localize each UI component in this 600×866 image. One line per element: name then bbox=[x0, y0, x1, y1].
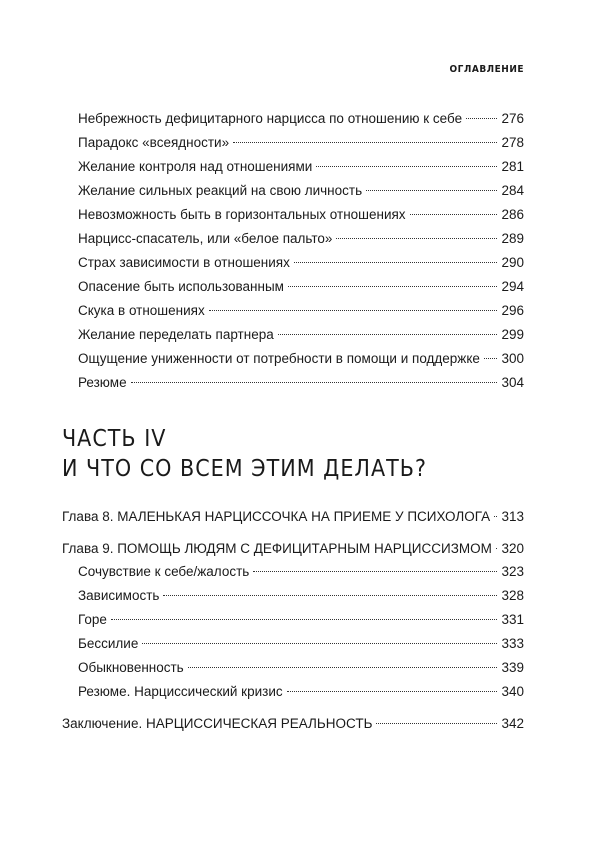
toc-entry[interactable] bbox=[78, 350, 524, 368]
toc-entry-page: 299 bbox=[501, 327, 524, 342]
toc-entry[interactable] bbox=[78, 134, 524, 152]
toc-entry-title: Страх зависимости в отношениях bbox=[78, 255, 290, 270]
toc-entry-page: 323 bbox=[501, 564, 524, 579]
toc-entry[interactable] bbox=[78, 302, 524, 320]
toc-entry-title: Скука в отношениях bbox=[78, 303, 205, 318]
leader-dots bbox=[336, 238, 497, 239]
leader-dots bbox=[188, 667, 498, 668]
part-title: И ЧТО СО ВСЕМ ЭТИМ ДЕЛАТЬ? bbox=[62, 456, 427, 482]
toc-entry-title: Ощущение униженности от потребности в помощи и поддержке bbox=[78, 351, 480, 366]
toc-entry-title: Бессилие bbox=[78, 636, 139, 651]
toc-entry[interactable] bbox=[78, 326, 524, 344]
toc-chapter-page: 320 bbox=[501, 541, 524, 556]
toc-entry-title: Небрежность дефицитарного нарцисса по отношению к себе bbox=[78, 111, 463, 126]
toc-entry[interactable] bbox=[78, 563, 524, 581]
leader-dots bbox=[209, 310, 498, 311]
toc-entry[interactable] bbox=[78, 206, 524, 224]
part-number: ЧАСТЬ IV bbox=[62, 426, 167, 452]
leader-dots bbox=[366, 190, 497, 191]
toc-entry-title: Опасение быть использованным bbox=[78, 279, 284, 294]
leader-dots bbox=[294, 262, 498, 263]
toc-entry-page: 276 bbox=[501, 111, 524, 126]
toc-conclusion-title: Заключение. НАРЦИССИЧЕСКАЯ РЕАЛЬНОСТЬ bbox=[62, 716, 373, 731]
toc-conclusion[interactable] bbox=[62, 715, 524, 733]
toc-entry-title: Невозможность быть в горизонтальных отношениях bbox=[78, 207, 406, 222]
toc-chapter-title: Глава 8. МАЛЕНЬКАЯ НАРЦИССОЧКА НА ПРИЕМЕ У ПСИХОЛОГА bbox=[62, 509, 491, 524]
running-header: ОГЛАВЛЕНИЕ bbox=[449, 64, 524, 75]
part-heading bbox=[62, 424, 427, 484]
toc-entry-page: 284 bbox=[501, 183, 524, 198]
toc-entry-title: Обыкновенность bbox=[78, 660, 184, 675]
toc-entry-page: 340 bbox=[501, 684, 524, 699]
toc-entry-title: Резюме bbox=[78, 375, 127, 390]
toc-entry[interactable] bbox=[78, 278, 524, 296]
toc-entry[interactable] bbox=[78, 635, 524, 653]
toc-entry[interactable] bbox=[78, 659, 524, 677]
leader-dots bbox=[111, 619, 498, 620]
toc-entry[interactable] bbox=[78, 254, 524, 272]
toc-entry-title: Желание контроля над отношениями bbox=[78, 159, 313, 174]
leader-dots bbox=[142, 643, 497, 644]
toc-entry-title: Парадокс «всеядности» bbox=[78, 135, 230, 150]
toc-entry-title: Нарцисс-спасатель, или «белое пальто» bbox=[78, 231, 333, 246]
toc-entry-page: 304 bbox=[501, 375, 524, 390]
toc-entry[interactable] bbox=[78, 611, 524, 629]
toc-entry[interactable] bbox=[78, 683, 524, 701]
leader-dots bbox=[376, 723, 497, 724]
toc-chapter[interactable] bbox=[62, 508, 524, 526]
leader-dots bbox=[410, 214, 498, 215]
toc-entry-title: Горе bbox=[78, 612, 107, 627]
toc-entry-page: 296 bbox=[501, 303, 524, 318]
toc-entry-title: Резюме. Нарциссический кризис bbox=[78, 684, 283, 699]
toc-entry-page: 278 bbox=[501, 135, 524, 150]
leader-dots bbox=[316, 166, 497, 167]
toc-chapter-title: Глава 9. ПОМОЩЬ ЛЮДЯМ С ДЕФИЦИТАРНЫМ НАРЦИССИЗМОМ bbox=[62, 541, 492, 556]
toc-entry-page: 333 bbox=[501, 636, 524, 651]
toc-entry-title: Сочувствие к себе/жалость bbox=[78, 564, 250, 579]
leader-dots bbox=[287, 691, 498, 692]
toc-entry-page: 290 bbox=[501, 255, 524, 270]
toc-entry-page: 294 bbox=[501, 279, 524, 294]
toc-entry-page: 286 bbox=[501, 207, 524, 222]
leader-dots bbox=[131, 382, 498, 383]
leader-dots bbox=[163, 595, 497, 596]
leader-dots bbox=[494, 516, 497, 517]
leader-dots bbox=[496, 548, 498, 549]
toc-entry-page: 281 bbox=[501, 159, 524, 174]
toc-entry[interactable] bbox=[78, 374, 524, 392]
toc-entry[interactable] bbox=[78, 230, 524, 248]
toc-entry[interactable] bbox=[78, 158, 524, 176]
leader-dots bbox=[233, 142, 497, 143]
leader-dots bbox=[466, 118, 497, 119]
toc-entry[interactable] bbox=[78, 110, 524, 128]
leader-dots bbox=[484, 358, 498, 359]
toc-entry-title: Желание переделать партнера bbox=[78, 327, 274, 342]
toc-entry-page: 339 bbox=[501, 660, 524, 675]
toc-conclusion-page: 342 bbox=[501, 716, 524, 731]
toc-entry-title: Зависимость bbox=[78, 588, 160, 603]
toc-entry-page: 328 bbox=[501, 588, 524, 603]
toc-entry-title: Желание сильных реакций на свою личность bbox=[78, 183, 363, 198]
toc-entry[interactable] bbox=[78, 182, 524, 200]
toc-chapter-page: 313 bbox=[501, 509, 524, 524]
leader-dots bbox=[278, 334, 498, 335]
toc-entry-page: 300 bbox=[501, 351, 524, 366]
toc-chapter[interactable] bbox=[62, 540, 524, 558]
leader-dots bbox=[288, 286, 498, 287]
toc-entry-page: 289 bbox=[501, 231, 524, 246]
toc-entry-page: 331 bbox=[501, 612, 524, 627]
toc-entry[interactable] bbox=[78, 587, 524, 605]
leader-dots bbox=[253, 571, 497, 572]
